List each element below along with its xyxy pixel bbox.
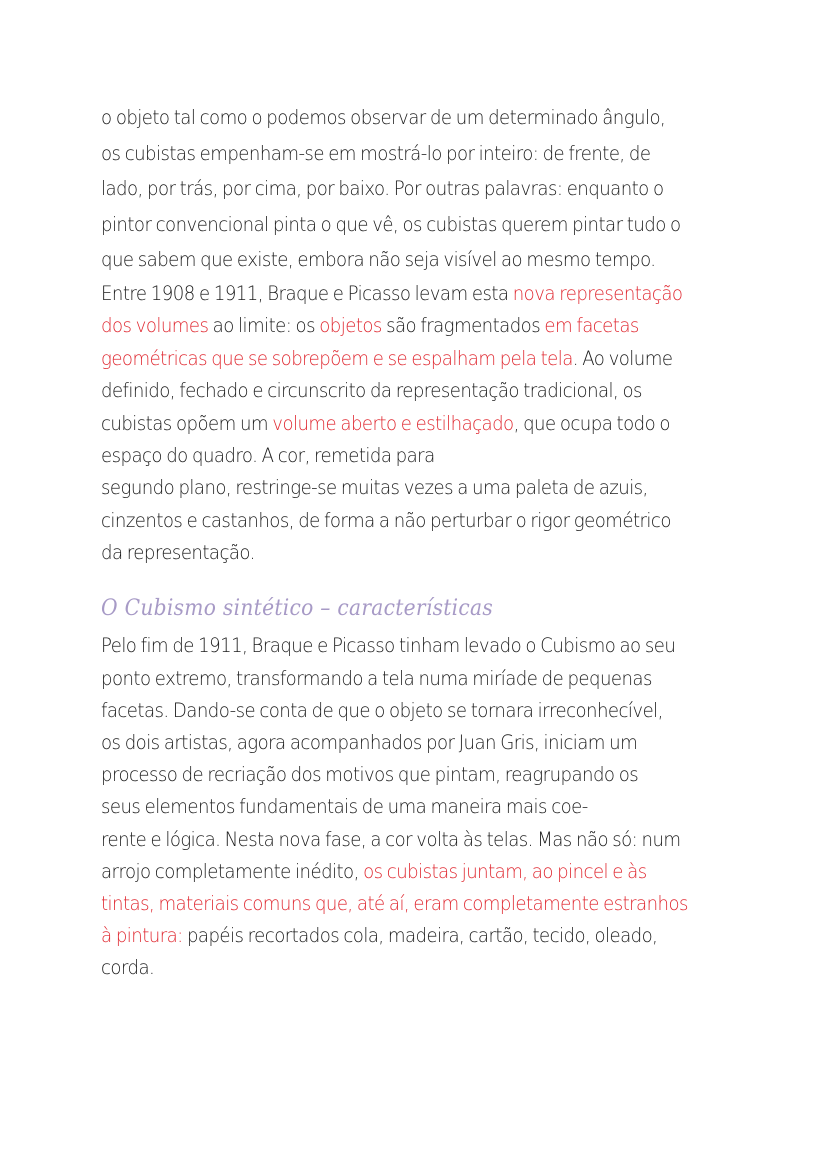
text-line bbox=[101, 343, 696, 375]
text-line: definido, fechado e circunscrito da representação tradicional, os bbox=[101, 379, 642, 403]
text-line bbox=[101, 856, 696, 888]
body-text: , que ocupa todo o bbox=[513, 411, 670, 435]
body-text: arrojo completamente inédito, bbox=[101, 859, 364, 883]
text-line: processo de recriação dos motivos que pintam, reagrupando os bbox=[101, 763, 639, 787]
text-line: espaço do quadro. A cor, remetida para bbox=[101, 443, 435, 467]
document-page bbox=[101, 100, 741, 985]
text-line: pintor convencional pinta o que vê, os cubistas querem pintar tudo o bbox=[101, 212, 681, 236]
highlighted-text: em facetas bbox=[544, 314, 639, 338]
text-line: da representação. bbox=[101, 541, 255, 565]
highlighted-text: volume aberto e estilhaçado bbox=[272, 411, 514, 435]
text-line: lado, por trás, por cima, por baixo. Por outras palavras: enquanto o bbox=[101, 177, 664, 201]
highlighted-text: os cubistas juntam, ao pincel e às bbox=[363, 859, 647, 883]
paragraph-perspective bbox=[101, 100, 741, 278]
text-line bbox=[101, 920, 696, 952]
highlighted-text: à pintura: bbox=[101, 924, 183, 948]
text-line: tintas, materiais comuns que, até aí, eram completamente estranhos bbox=[101, 891, 688, 915]
text-line bbox=[101, 310, 696, 342]
text-line: ponto extremo, transformando a tela numa miríade de pequenas bbox=[101, 666, 652, 690]
text-line: cinzentos e castanhos, de forma a não perturbar o rigor geométrico bbox=[101, 508, 671, 532]
body-text: são fragmentados bbox=[381, 314, 545, 338]
highlighted-text: nova representação bbox=[512, 281, 683, 305]
highlighted-text: dos volumes bbox=[101, 314, 209, 338]
text-line bbox=[101, 278, 696, 310]
text-line: facetas. Dando-se conta de que o objeto se tornara irreconhecível, bbox=[101, 698, 663, 722]
text-line: que sabem que existe, embora não seja visível ao mesmo tempo. bbox=[101, 248, 656, 272]
text-line: rente e lógica. Nesta nova fase, a cor volta às telas. Mas não só: num bbox=[101, 827, 681, 851]
body-text: cubistas opõem um bbox=[101, 411, 273, 435]
text-line bbox=[101, 408, 696, 440]
paragraph-analytic-cubism bbox=[101, 278, 741, 570]
body-text: ao limite: os bbox=[208, 314, 320, 338]
text-line: os cubistas empenham-se em mostrá-lo por inteiro: de frente, de bbox=[101, 141, 651, 165]
highlighted-text: geométricas que se sobrepõem e se espalham pela tela bbox=[101, 346, 573, 370]
highlighted-text: objetos bbox=[319, 314, 382, 338]
text-line: corda. bbox=[101, 956, 155, 980]
text-line: o objeto tal como o podemos observar de um determinado ângulo, bbox=[101, 106, 666, 129]
paragraph-synthetic-cubism bbox=[101, 630, 741, 984]
text-line: seus elementos fundamentais de uma maneira mais coe- bbox=[101, 795, 588, 819]
body-text: . Ao volume bbox=[572, 346, 673, 370]
text-line: Pelo fim de 1911, Braque e Picasso tinham levado o Cubismo ao seu bbox=[101, 634, 676, 658]
body-text: papéis recortados cola, madeira, cartão, tecido, oleado, bbox=[182, 924, 658, 948]
section-heading: O Cubismo sintético – características bbox=[101, 596, 494, 622]
body-text: Entre 1908 e 1911, Braque e Picasso levam esta bbox=[101, 281, 513, 305]
text-line: os dois artistas, agora acompanhados por Juan Gris, iniciam um bbox=[101, 731, 638, 755]
text-line: segundo plano, restringe-se muitas vezes a uma paleta de azuis, bbox=[101, 476, 648, 500]
